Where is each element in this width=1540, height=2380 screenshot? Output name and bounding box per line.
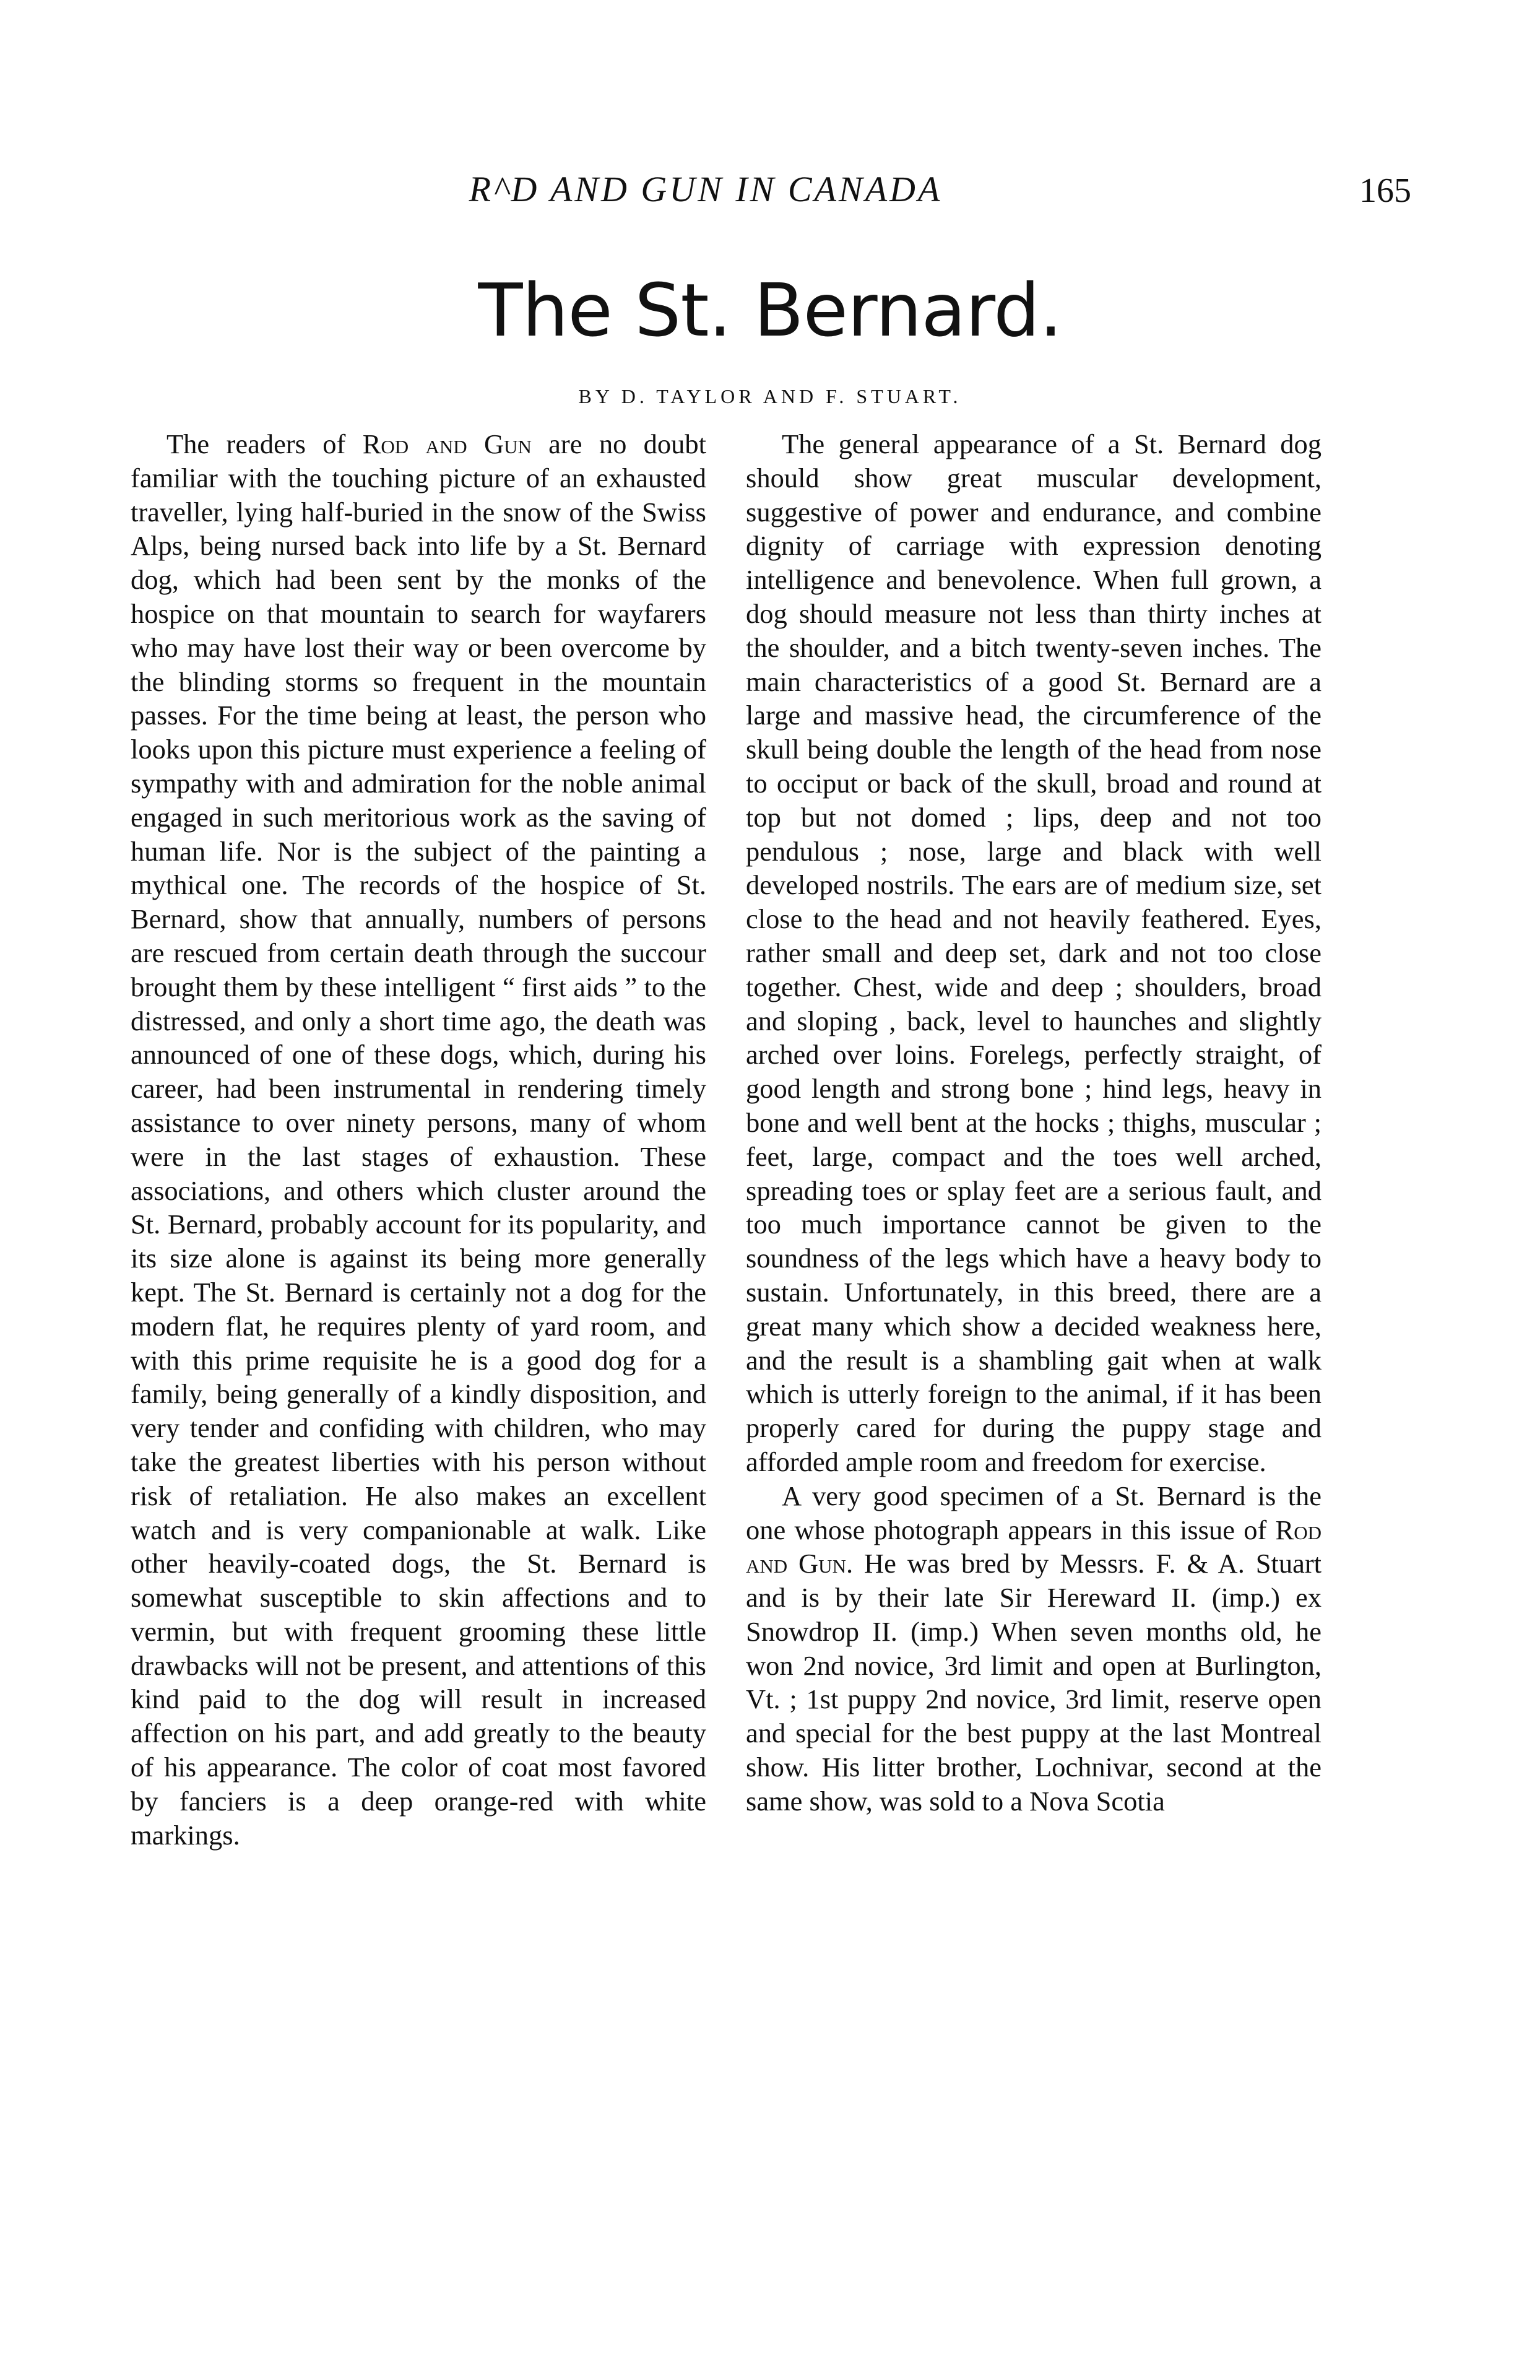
paragraph-3-text-b: . He was bred by Messrs. F. & A. Stuart and is by their late Sir Hereward II. (imp.) ex Snowdrop II. (imp.) When seven months old, he won 2nd novice, 3rd limit and open at Burlington, Vt. ; 1st puppy 2nd novice, 3rd limit, reserve open and special for the best puppy at the last Montreal show. His litter brother, Lochnivar, second at the same show, was sold to a Nova Scotia [746,1548,1322,1817]
running-head [0,168,1540,218]
paragraph-2: The general appearance of a St. Bernard dog should show great muscular development, suggestive of power and endurance, and combine dignity of carriage with expression denoting intelligence and benevolence. When full grown, a dog should measure not less than thirty inches at the shoulder, and a bitch twenty-seven inches. The main characteristics of a good St. Bernard are a large and massive head, the circumference of the skull being double the length of the head from nose to occiput or back of the skull, broad and round at top but not domed ; lips, deep and not too pendulous ; nose, large and black with well developed nostrils. The ears are of medium size, set close to the head and not heavily feathered. Eyes, rather small and deep set, dark and not too close together. Chest, wide and deep ; shoulders, broad and sloping , back, level to haunches and slightly arched over loins. Forelegs, perfectly straight, of good length and strong bone ; hind legs, heavy in bone and well bent at the hocks ; thighs, muscular ; feet, large, compact and the toes well arched, spreading toes or splay feet are a serious fault, and too much importance cannot be given to the soundness of the legs which have a heavy body to sustain. Unfortunately, in this breed, there are a great many which show a decided weakness here, and the result is a shambling gait when at walk which is utterly foreign to the animal, if it has been properly cared for during the puppy stage and afforded ample room and freedom for exercise. [746,428,1322,1477]
left-column [131,427,706,1852]
page-number: 165 [1359,172,1411,210]
paragraph-3-text-a: A very good specimen of a St. Bernard is the one whose photograph appears in this issue of [746,1480,1322,1545]
paragraph-1 [131,427,706,1852]
byline: BY D. TAYLOR AND F. STUART. [578,385,962,407]
paragraph-1-text-a: The readers of [167,428,363,459]
running-title: R^D AND GUN IN CANADA [469,169,943,209]
article-title: The St. Bernard. [478,267,1062,353]
publication-name: Rod and Gun [746,1514,1322,1579]
paragraph-1-text-b: are no doubt familiar with the touching picture of an exhausted traveller, lying half-buried in the snow of the Swiss Alps, being nursed back into life by a St. Bernard dog, which had been sent by the monks of the hospice on that mountain to search for wayfarers who may have lost their way or been overcome by the blinding storms so frequent in the mountain passes. For the time being at least, the person who looks upon this picture must experience a feeling of sympathy with and admiration for the noble animal engaged in such meritorious work as the saving of human life. Nor is the subject of the painting a mythical one. The records of the hospice of St. Bernard, show that annually, numbers of persons are rescued from certain death through the succour brought them by these intelligent “ first aids ” to the distressed, and only a short time ago, the death was announced of one of these dogs, which, during his career, had been instrumental in rendering timely assistance to over ninety persons, many of whom were in the last stages of exhaustion. These associations, and others which cluster around the St. Bernard, probably account for its popularity, and its size alone is against its being more generally kept. The St. Bernard is certainly not a dog for the modern flat, he requires plenty of yard room, and with this prime requisite he is a good dog for a family, being generally of a kindly disposition, and very tender and confiding with children, who may take the greatest liberties with his person without risk of retaliation. He also makes an excellent watch and is very companionable at walk. Like other heavily-coated dogs, the St. Bernard is somewhat susceptible to skin affections and to vermin, but with frequent grooming these little drawbacks will not be present, and attentions of this kind paid to the dog will result in increased affection on his part, and add greatly to the beauty of his appearance. The color of coat most favored by fanciers is a deep orange-red with white markings. [131,428,707,1851]
right-column [746,427,1322,1818]
paragraph-3 [746,1479,1322,1818]
publication-name: Rod and Gun [362,428,532,459]
